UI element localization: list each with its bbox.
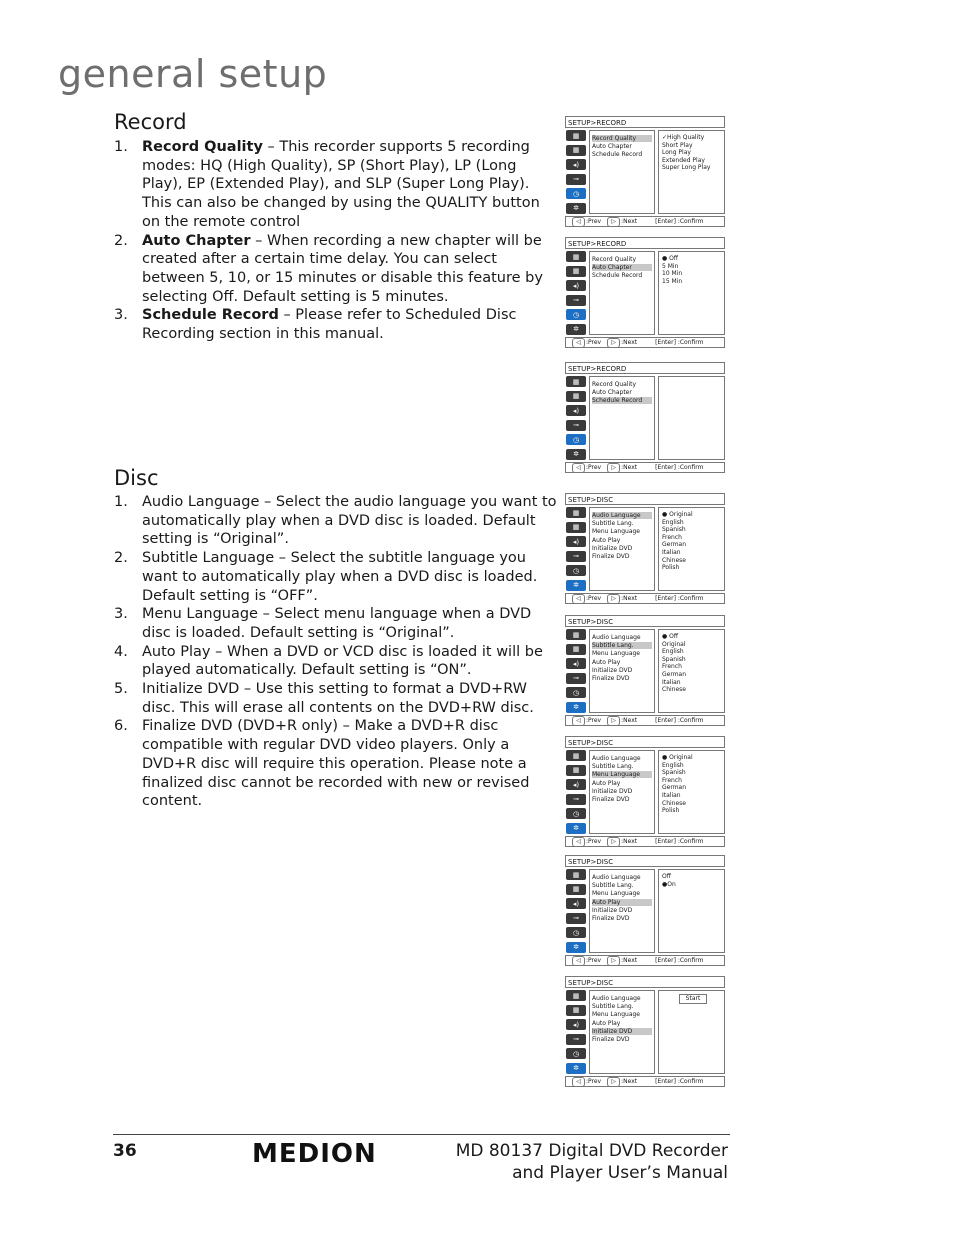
osd-menu	[589, 130, 655, 214]
osd-icon-column	[565, 869, 587, 955]
osd-next-label: :Next	[621, 838, 638, 845]
audio-icon: ◂)	[566, 159, 586, 170]
item-text: Menu Language – Select menu language when a DVD disc is loaded. Default setting is “Original”.	[142, 606, 532, 641]
disc-list	[114, 493, 559, 811]
osd-screen	[565, 855, 727, 965]
osd-option: Original	[662, 640, 686, 648]
osd-footer	[565, 462, 725, 473]
osd-menu-item: Audio Language	[592, 755, 641, 762]
clock-icon: ◷	[566, 927, 586, 938]
item-term: Record Quality	[142, 139, 263, 155]
osd-next-label: :Next	[621, 717, 638, 724]
clock-icon: ◷	[566, 687, 586, 698]
item-number: 2.	[114, 232, 128, 249]
osd-option: English	[662, 648, 684, 656]
osd-icon-column	[565, 376, 587, 462]
key-icon: ⊸	[566, 551, 586, 562]
osd-options	[658, 130, 725, 214]
osd-option: ●On	[662, 880, 676, 888]
osd-footer	[565, 715, 725, 726]
clock-icon: ◷	[566, 434, 586, 445]
osd-screen	[565, 362, 727, 472]
item-number: 3.	[114, 606, 128, 623]
record-heading: Record	[114, 110, 187, 134]
osd-menu	[589, 507, 655, 591]
osd-start-button: Start	[679, 994, 707, 1004]
osd-header: SETUP>DISC	[565, 615, 725, 627]
audio-icon: ◂)	[566, 658, 586, 669]
right-arrow-icon: ▷	[607, 338, 620, 348]
clock-icon: ◷	[566, 309, 586, 320]
disc-icon: ✲	[566, 449, 586, 460]
display-icon: ▦	[566, 507, 586, 518]
osd-menu	[589, 750, 655, 834]
osd-option: ● Off	[662, 633, 678, 640]
display-icon: ▦	[566, 629, 586, 640]
osd-menu-item: Finalize DVD	[592, 915, 630, 922]
osd-prev-label: :Prev	[586, 1078, 602, 1085]
osd-prev-label: :Prev	[586, 717, 602, 724]
osd-menu	[589, 869, 655, 953]
manual-title	[456, 1140, 728, 1184]
left-arrow-icon: ◁	[572, 1077, 585, 1087]
osd-menu	[589, 629, 655, 713]
osd-menu-item: Finalize DVD	[592, 1036, 630, 1043]
osd-menu-item: Schedule Record	[592, 151, 643, 159]
osd-confirm-label: [Enter] :Confirm	[655, 957, 704, 964]
osd-footer	[565, 337, 725, 348]
key-icon: ⊸	[566, 913, 586, 924]
audio-icon: ◂)	[566, 280, 586, 291]
display-icon: ▦	[566, 750, 586, 761]
osd-options	[658, 251, 725, 335]
disc-list-item	[114, 643, 559, 680]
left-arrow-icon: ◁	[572, 594, 585, 604]
osd-menu-item: Finalize DVD	[592, 675, 630, 682]
osd-option: Off	[662, 873, 671, 880]
item-number: 5.	[114, 681, 128, 698]
disc-icon: ✲	[566, 702, 586, 713]
osd-menu-item: Auto Chapter	[592, 143, 632, 151]
clock-icon: ◷	[566, 808, 586, 819]
osd-header: SETUP>RECORD	[565, 362, 725, 374]
osd-option: ✓High Quality	[662, 134, 705, 141]
osd-option: Italian	[662, 792, 681, 799]
display-icon: ▦	[566, 130, 586, 141]
page-title: general setup	[58, 52, 328, 96]
osd-option: Polish	[662, 564, 680, 572]
page-number: 36	[113, 1141, 137, 1161]
key-icon: ⊸	[566, 673, 586, 684]
key-icon: ⊸	[566, 794, 586, 805]
disc-icon: ✲	[566, 823, 586, 834]
osd-footer	[565, 1076, 725, 1087]
osd-menu	[589, 376, 655, 460]
osd-option: French	[662, 533, 682, 541]
osd-options	[658, 629, 725, 713]
osd-footer	[565, 593, 725, 604]
osd-option: ● Off	[662, 255, 678, 262]
osd-next-label: :Next	[621, 464, 638, 471]
osd-menu-item: Subtitle Lang.	[592, 642, 652, 649]
osd-menu-item: Finalize DVD	[592, 796, 630, 803]
disc-icon: ✲	[566, 324, 586, 335]
disc-icon: ✲	[566, 1063, 586, 1074]
osd-menu-item: Auto Chapter	[592, 264, 652, 271]
right-arrow-icon: ▷	[607, 217, 620, 227]
osd-header: SETUP>DISC	[565, 736, 725, 748]
osd-options	[658, 869, 725, 953]
osd-screen	[565, 116, 727, 226]
osd-icon-column	[565, 990, 587, 1076]
manual-title-line2: and Player User’s Manual	[512, 1163, 728, 1183]
disc-icon: ✲	[566, 580, 586, 591]
disc-heading: Disc	[114, 466, 159, 490]
osd-header: SETUP>DISC	[565, 855, 725, 867]
right-arrow-icon: ▷	[607, 716, 620, 726]
osd-confirm-label: [Enter] :Confirm	[655, 717, 704, 724]
item-text: – This recorder supports 5 recording modes: HQ (High Quality), SP (Short Play), LP (Long Play), EP (Extended Play), and SLP (Super Long Play). This can also be changed by using the QUALITY button on the remote control	[142, 139, 540, 230]
osd-options	[658, 750, 725, 834]
video-icon: ▦	[566, 644, 586, 655]
record-list-item	[114, 138, 559, 232]
osd-menu-item: Initialize DVD	[592, 544, 633, 552]
osd-option: Polish	[662, 807, 680, 815]
display-icon: ▦	[566, 990, 586, 1001]
osd-prev-label: :Prev	[586, 218, 602, 225]
video-icon: ▦	[566, 765, 586, 776]
osd-screen	[565, 736, 727, 846]
key-icon: ⊸	[566, 1034, 586, 1045]
osd-menu-item: Menu Language	[592, 528, 640, 536]
left-arrow-icon: ◁	[572, 463, 585, 473]
osd-menu-item: Audio Language	[592, 634, 641, 641]
osd-confirm-label: [Enter] :Confirm	[655, 464, 704, 471]
osd-menu-item: Initialize DVD	[592, 666, 633, 674]
disc-list-item	[114, 493, 559, 549]
osd-menu-item: Auto Play	[592, 899, 652, 906]
osd-footer	[565, 216, 725, 227]
osd-header: SETUP>RECORD	[565, 237, 725, 249]
osd-menu-item: Audio Language	[592, 874, 641, 881]
osd-option: Chinese	[662, 799, 686, 807]
osd-next-label: :Next	[621, 595, 638, 602]
disc-icon: ✲	[566, 203, 586, 214]
item-number: 6.	[114, 718, 128, 735]
osd-menu-item: Menu Language	[592, 650, 640, 658]
right-arrow-icon: ▷	[607, 594, 620, 604]
osd-menu-item: Record Quality	[592, 256, 637, 263]
disc-list-item	[114, 680, 559, 717]
left-arrow-icon: ◁	[572, 338, 585, 348]
item-text: Finalize DVD (DVD+R only) – Make a DVD+R disc compatible with regular DVD video players. Only a DVD+R disc will require this operation. Please note a finalized disc cannot be recorded with new or revised content.	[142, 718, 530, 810]
osd-option: 5 Min	[662, 262, 679, 270]
left-arrow-icon: ◁	[572, 716, 585, 726]
osd-option: Italian	[662, 549, 681, 556]
osd-menu-item: Auto Play	[592, 1019, 621, 1027]
osd-header: SETUP>DISC	[565, 493, 725, 505]
audio-icon: ◂)	[566, 536, 586, 547]
osd-icon-column	[565, 507, 587, 593]
osd-option: ● Original	[662, 754, 693, 761]
osd-confirm-label: [Enter] :Confirm	[655, 218, 704, 225]
item-text: Auto Play – When a DVD or VCD disc is loaded it will be played automatically. Default setting is “ON”.	[142, 643, 543, 679]
osd-option: Spanish	[662, 655, 686, 663]
audio-icon: ◂)	[566, 405, 586, 416]
osd-menu-item: Audio Language	[592, 512, 652, 519]
osd-confirm-label: [Enter] :Confirm	[655, 1078, 704, 1085]
osd-prev-label: :Prev	[586, 957, 602, 964]
osd-next-label: :Next	[621, 218, 638, 225]
item-text: Audio Language – Select the audio language you want to automatically play when a DVD disc is loaded. Default setting is “Original”.	[142, 494, 557, 548]
medion-logo	[252, 1140, 414, 1166]
osd-prev-label: :Prev	[586, 838, 602, 845]
item-number: 3.	[114, 307, 128, 324]
osd-menu-item: Subtitle Lang.	[592, 882, 634, 890]
osd-option: 10 Min	[662, 270, 683, 278]
video-icon: ▦	[566, 1005, 586, 1016]
osd-confirm-label: [Enter] :Confirm	[655, 838, 704, 845]
osd-footer	[565, 955, 725, 966]
osd-menu-item: Schedule Record	[592, 272, 643, 280]
item-number: 4.	[114, 643, 128, 660]
osd-icon-column	[565, 251, 587, 337]
clock-icon: ◷	[566, 565, 586, 576]
right-arrow-icon: ▷	[607, 956, 620, 966]
display-icon: ▦	[566, 869, 586, 880]
disc-list-item	[114, 549, 559, 605]
display-icon: ▦	[566, 251, 586, 262]
osd-option: German	[662, 671, 687, 678]
osd-option: English	[662, 761, 684, 769]
osd-next-label: :Next	[621, 339, 638, 346]
osd-footer	[565, 836, 725, 847]
item-text: – Please refer to Scheduled Disc Recording section in this manual.	[142, 307, 517, 343]
osd-menu	[589, 990, 655, 1074]
item-term: Schedule Record	[142, 307, 279, 324]
osd-menu-item: Auto Play	[592, 658, 621, 666]
item-number: 1.	[114, 494, 128, 510]
osd-option: Extended Play	[662, 156, 705, 164]
osd-menu	[589, 251, 655, 335]
item-text: – When recording a new chapter will be created after a certain time delay. You can select between 5, 10, or 15 minutes or disable this feature by selecting Off. Default setting is 5 minutes.	[142, 232, 543, 305]
footer-rule	[113, 1134, 730, 1135]
osd-prev-label: :Prev	[586, 464, 602, 471]
osd-menu-item: Initialize DVD	[592, 1028, 652, 1035]
audio-icon: ◂)	[566, 898, 586, 909]
osd-menu-item: Auto Play	[592, 536, 621, 544]
osd-option: Long Play	[662, 149, 691, 157]
osd-option: 15 Min	[662, 277, 683, 285]
osd-option: Spanish	[662, 769, 686, 777]
right-arrow-icon: ▷	[607, 837, 620, 847]
osd-menu-item: Menu Language	[592, 890, 640, 898]
disc-list-item	[114, 605, 559, 642]
osd-prev-label: :Prev	[586, 339, 602, 346]
item-number: 1.	[114, 139, 128, 155]
osd-screen	[565, 615, 727, 725]
record-list-item	[114, 232, 559, 307]
manual-title-line1: MD 80137 Digital DVD Recorder	[455, 1141, 728, 1161]
osd-menu-item: Auto Play	[592, 779, 621, 787]
key-icon: ⊸	[566, 420, 586, 431]
osd-menu-item: Auto Chapter	[592, 389, 632, 397]
video-icon: ▦	[566, 391, 586, 402]
item-term: Auto Chapter	[142, 232, 251, 249]
osd-option: ● Original	[662, 511, 693, 518]
osd-confirm-label: [Enter] :Confirm	[655, 595, 704, 602]
key-icon: ⊸	[566, 174, 586, 185]
osd-confirm-label: [Enter] :Confirm	[655, 339, 704, 346]
audio-icon: ◂)	[566, 1019, 586, 1030]
osd-menu-item: Audio Language	[592, 995, 641, 1002]
osd-header: SETUP>DISC	[565, 976, 725, 988]
osd-icon-column	[565, 629, 587, 715]
display-icon: ▦	[566, 376, 586, 387]
osd-option: French	[662, 663, 682, 671]
disc-list-item	[114, 717, 559, 811]
osd-screen	[565, 237, 727, 347]
osd-header: SETUP>RECORD	[565, 116, 725, 128]
osd-menu-item: Menu Language	[592, 1011, 640, 1019]
osd-option: French	[662, 776, 682, 784]
osd-option: Super Long Play	[662, 164, 711, 172]
left-arrow-icon: ◁	[572, 217, 585, 227]
left-arrow-icon: ◁	[572, 837, 585, 847]
osd-menu-item: Subtitle Lang.	[592, 1003, 634, 1011]
disc-icon: ✲	[566, 942, 586, 953]
item-text: Subtitle Language – Select the subtitle language you want to automatically play when a DVD disc is loaded. Default setting is “OFF”.	[142, 550, 538, 604]
osd-option: German	[662, 784, 687, 792]
osd-option: Italian	[662, 678, 681, 686]
osd-menu-item: Schedule Record	[592, 397, 652, 404]
osd-options	[658, 507, 725, 591]
osd-option: Chinese	[662, 556, 686, 564]
osd-option: Short Play	[662, 141, 693, 149]
osd-icon-column	[565, 750, 587, 836]
osd-next-label: :Next	[621, 957, 638, 964]
video-icon: ▦	[566, 522, 586, 533]
osd-screen	[565, 493, 727, 603]
osd-option: Spanish	[662, 526, 686, 534]
osd-options	[658, 990, 725, 1074]
right-arrow-icon: ▷	[607, 463, 620, 473]
osd-icon-column	[565, 130, 587, 216]
record-list-item	[114, 306, 559, 343]
osd-option: Chinese	[662, 686, 686, 694]
osd-screen	[565, 976, 727, 1086]
osd-menu-item: Initialize DVD	[592, 787, 633, 795]
osd-menu-item: Record Quality	[592, 135, 652, 142]
video-icon: ▦	[566, 884, 586, 895]
osd-prev-label: :Prev	[586, 595, 602, 602]
osd-option: German	[662, 541, 687, 549]
record-list	[114, 138, 559, 344]
osd-menu-item: Menu Language	[592, 771, 652, 778]
key-icon: ⊸	[566, 295, 586, 306]
osd-menu-item: Finalize DVD	[592, 553, 630, 560]
left-arrow-icon: ◁	[572, 956, 585, 966]
osd-menu-item: Subtitle Lang.	[592, 520, 634, 528]
audio-icon: ◂)	[566, 779, 586, 790]
osd-next-label: :Next	[621, 1078, 638, 1085]
svg-text:MEDION: MEDION	[252, 1140, 377, 1166]
osd-options	[658, 376, 725, 460]
right-arrow-icon: ▷	[607, 1077, 620, 1087]
clock-icon: ◷	[566, 188, 586, 199]
item-text: Initialize DVD – Use this setting to format a DVD+RW disc. This will erase all contents on the DVD+RW disc.	[142, 681, 534, 716]
item-number: 2.	[114, 550, 128, 567]
clock-icon: ◷	[566, 1048, 586, 1059]
osd-menu-item: Initialize DVD	[592, 906, 633, 914]
osd-option: English	[662, 518, 684, 526]
video-icon: ▦	[566, 266, 586, 277]
osd-menu-item: Record Quality	[592, 381, 637, 388]
osd-menu-item: Subtitle Lang.	[592, 763, 634, 771]
video-icon: ▦	[566, 145, 586, 156]
